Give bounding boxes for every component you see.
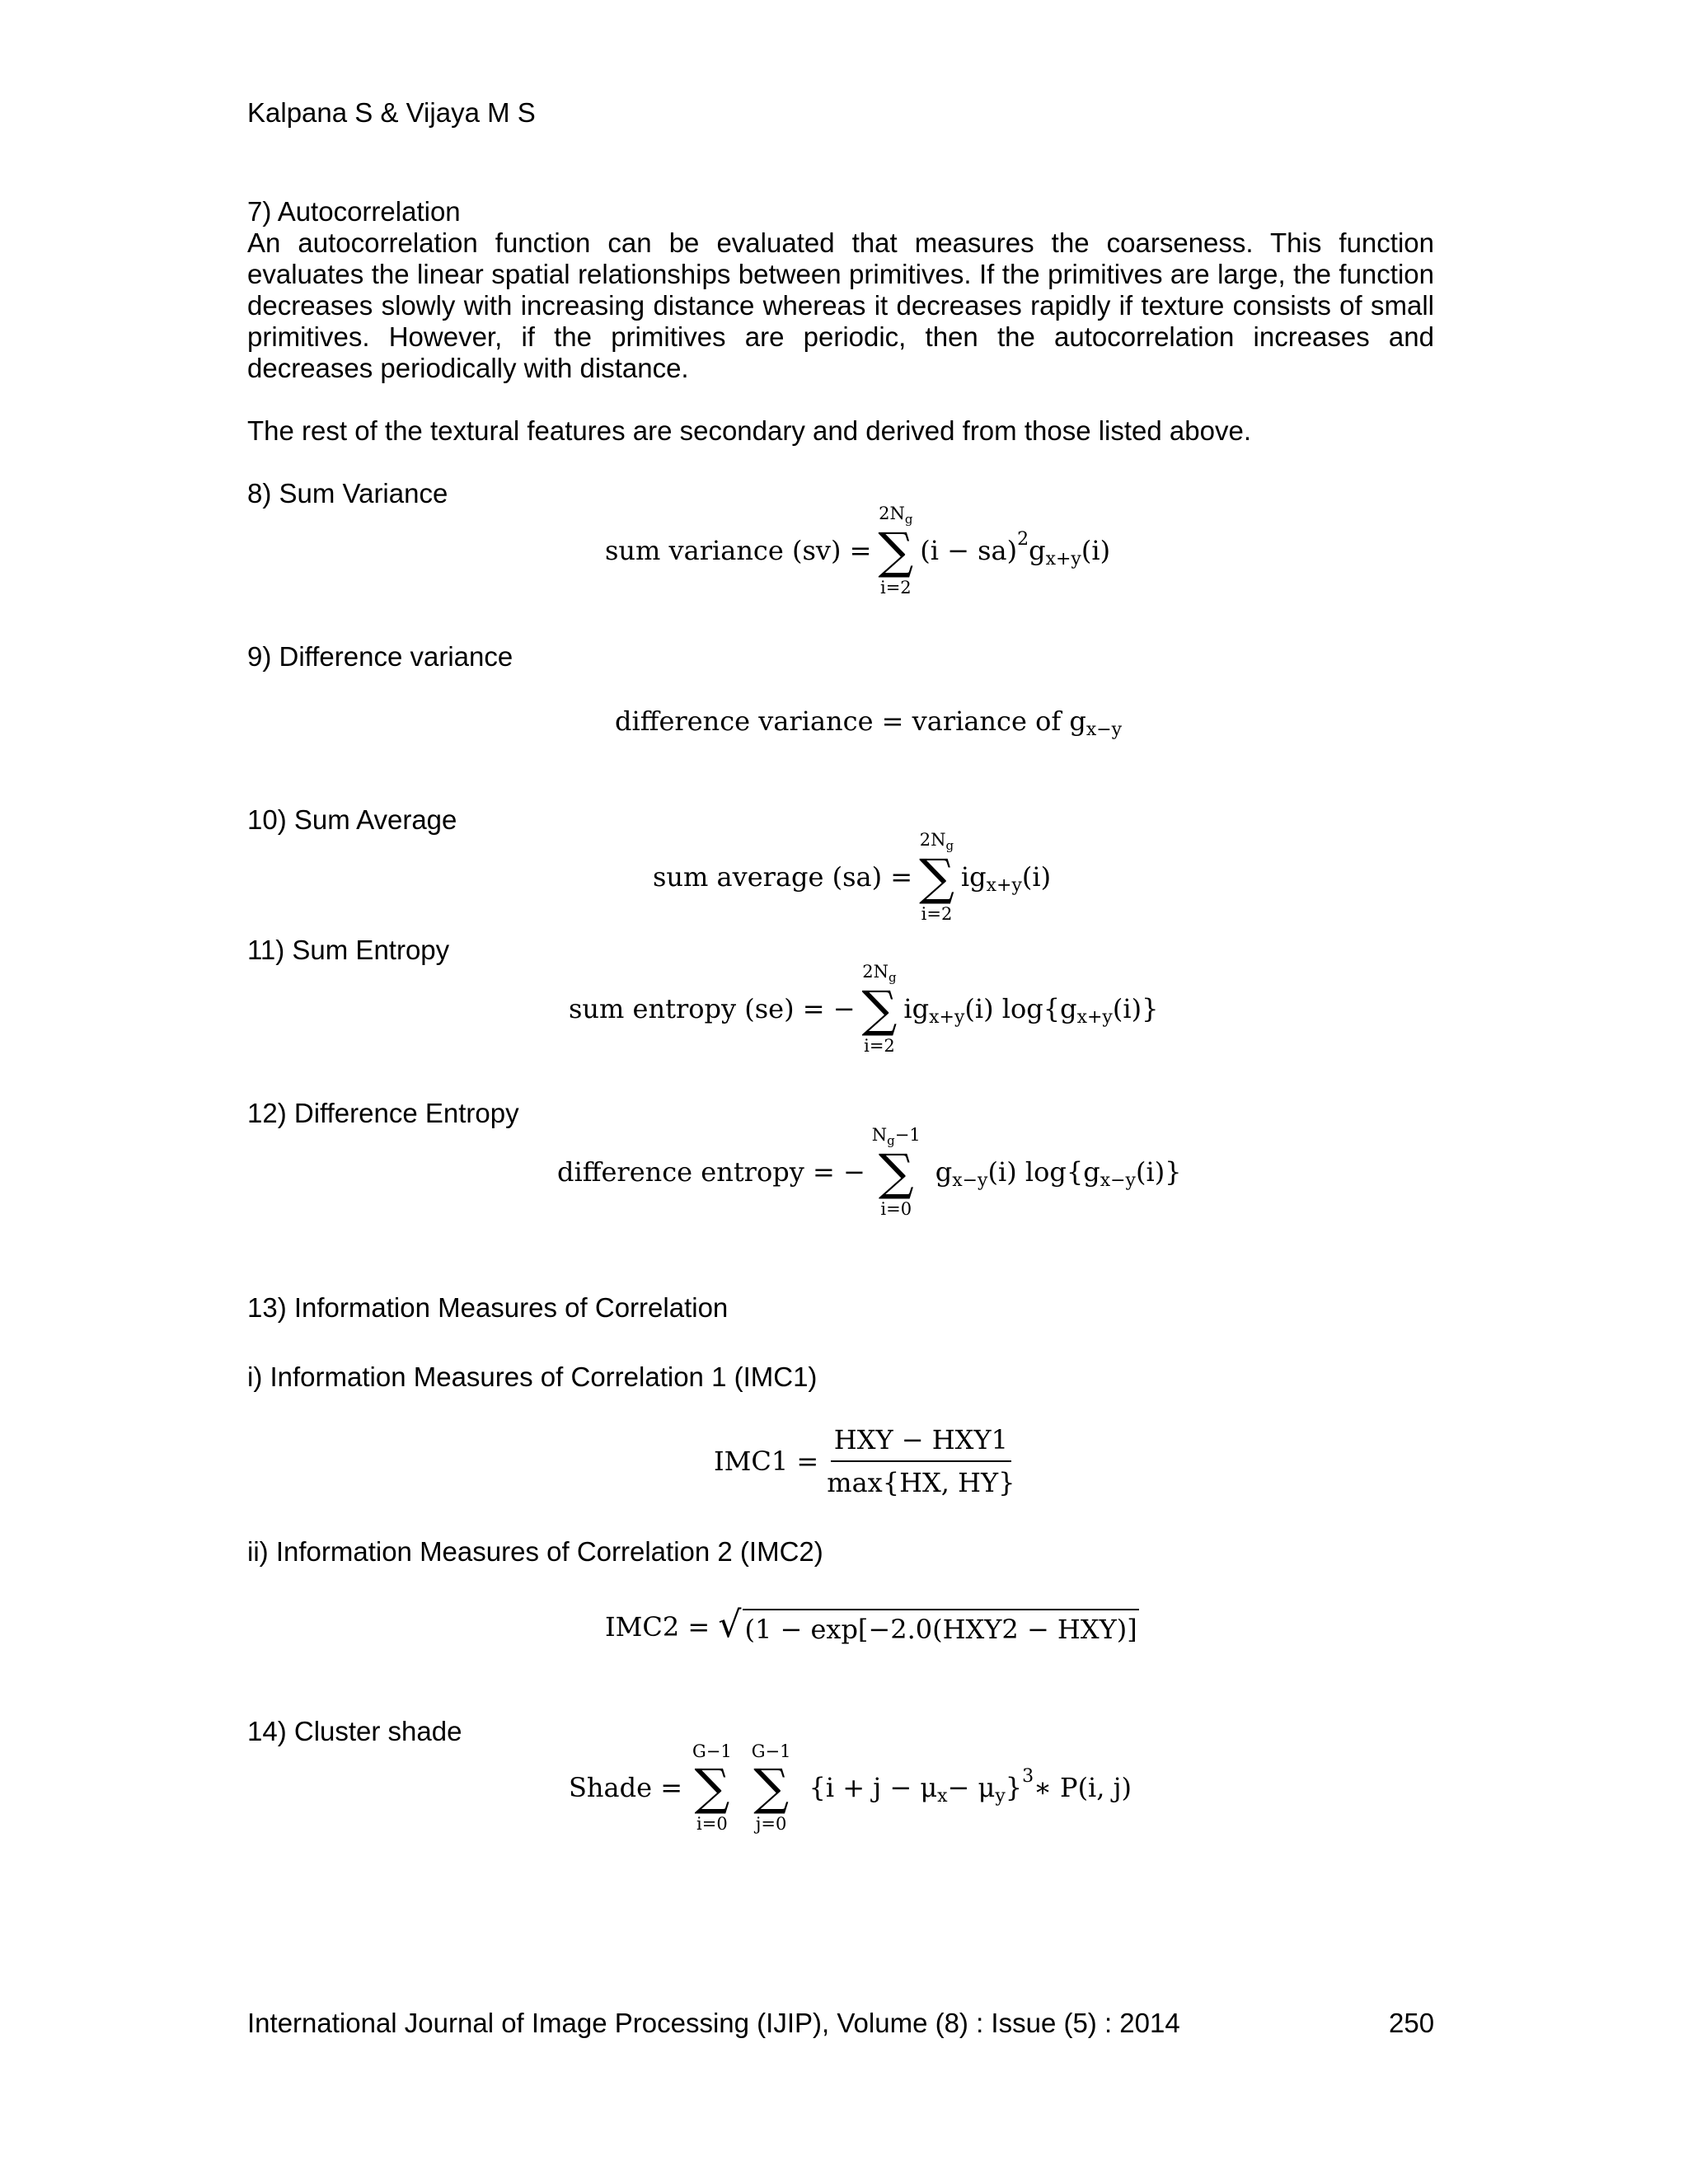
- sum-average-equation: sum average (sa) = $2N_g$ ∑ i=2 ig x+y (i): [653, 830, 1052, 924]
- section-13-sub-2: ii) Information Measures of Correlation 2 (IMC2): [247, 1536, 823, 1567]
- square-root: √ (1 − exp[−2.0(HXY2 − HXY)]: [718, 1604, 1137, 1646]
- section-13-sub-1: i) Information Measures of Correlation 1 (IMC1): [247, 1361, 818, 1392]
- section-7-body: An autocorrelation function can be evaluated that measures the coarseness. This function evaluates the linear spatial relationships between primitives. If the primitives are large, the function decreases slowly with increasing distance whereas it decreases rapidly if texture consists of small primitives. However, if the primitives are periodic, then the autocorrelation increases and decreases periodically with distance.: [247, 227, 1434, 383]
- section-7-heading: 7) Autocorrelation: [247, 196, 461, 227]
- section-10-heading: 10) Sum Average: [247, 804, 457, 835]
- rest-note-paragraph: The rest of the textural features are secondary and derived from those listed above.: [247, 415, 1252, 446]
- cluster-shade-equation: Shade = G−1 ∑ i=0 G−1 ∑ j=0 {i + j − μ x − μ y } 3 ∗ P(i, j): [569, 1741, 1132, 1834]
- section-13-heading: 13) Information Measures of Correlation: [247, 1292, 729, 1323]
- summation-symbol: $2N_g$ ∑ i=2: [878, 504, 914, 598]
- summation-symbol-j: G−1 ∑ j=0: [751, 1741, 791, 1834]
- section-9-heading: 9) Difference variance: [247, 641, 513, 672]
- eq-lhs: sum variance (sv) =: [605, 535, 872, 566]
- sum-entropy-equation: sum entropy (se) = − $2N_g$ ∑ i=2 ig x+y (i) log{g x+y (i)}: [569, 962, 1159, 1056]
- fraction: $\frac{\text{HXY − HXY1}}{\max\{HX, HY\}}$: [827, 1424, 1015, 1498]
- summation-symbol: $2N_g$ ∑ i=2: [919, 830, 954, 924]
- eq-term: (i − sa): [920, 535, 1018, 566]
- running-header: Kalpana S & Vijaya M S: [247, 97, 536, 128]
- summation-symbol: $N_g-1$ ∑ i=0: [871, 1125, 921, 1219]
- imc2-equation: IMC2 = √ (1 − exp[−2.0(HXY2 − HXY)]: [605, 1604, 1137, 1646]
- summation-symbol-i: G−1 ∑ i=0: [692, 1741, 732, 1834]
- difference-entropy-equation: difference entropy = − $N_g-1$ ∑ i=0 g x−y (i) log{g x−y (i)}: [557, 1125, 1182, 1219]
- imc1-equation: IMC1 = $\frac{\text{HXY − HXY1}}{\max\{HX, HY\}}$: [714, 1424, 1015, 1498]
- section-14-heading: 14) Cluster shade: [247, 1716, 462, 1746]
- section-12-heading: 12) Difference Entropy: [247, 1098, 519, 1128]
- difference-variance-equation: difference variance = variance of g x−y: [615, 705, 1123, 740]
- section-8-heading: 8) Sum Variance: [247, 478, 448, 509]
- sum-variance-equation: sum variance (sv) = $2N_g$ ∑ i=2 (i − sa) 2 g x+y (i): [605, 504, 1111, 598]
- page-number: 250: [1389, 2008, 1435, 2038]
- section-11-heading: 11) Sum Entropy: [247, 935, 450, 965]
- summation-symbol: $2N_g$ ∑ i=2: [861, 962, 898, 1056]
- footer-journal: International Journal of Image Processing (IJIP), Volume (8) : Issue (5) : 2014: [247, 2008, 1180, 2038]
